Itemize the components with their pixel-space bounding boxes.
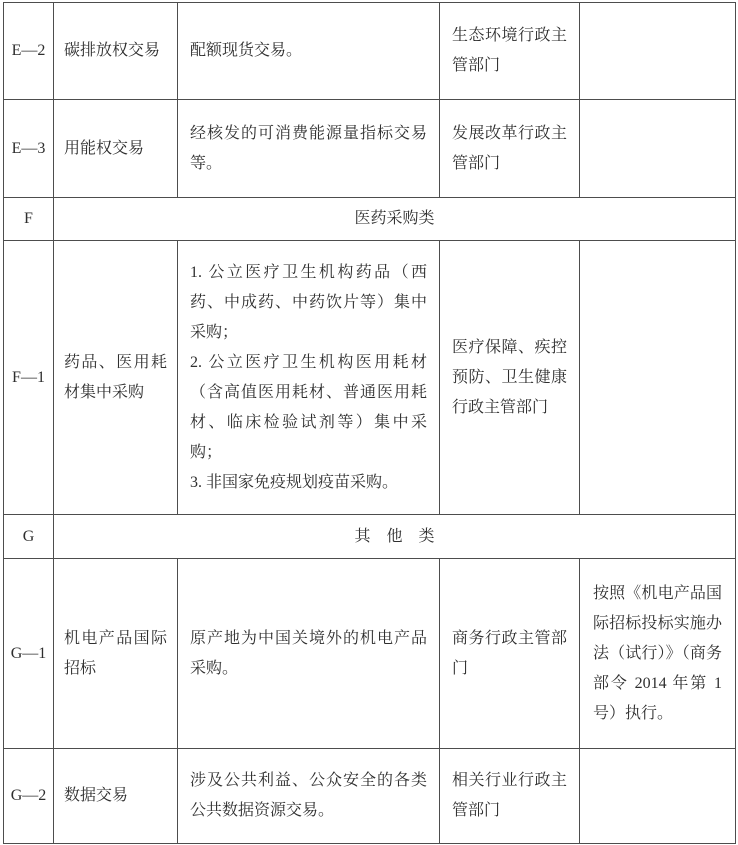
department-cell: 商务行政主管部门 <box>440 559 580 749</box>
note-cell <box>580 3 736 100</box>
name-cell: 药品、医用耗材集中采购 <box>54 241 178 515</box>
description-cell: 经核发的可消费能源量指标交易等。 <box>178 100 440 198</box>
procurement-category-table <box>3 2 736 844</box>
department-cell: 发展改革行政主管部门 <box>440 100 580 198</box>
name-cell: 碳排放权交易 <box>54 3 178 100</box>
category-title-cell: 其 他 类 <box>54 515 736 559</box>
department-cell: 生态环境行政主管部门 <box>440 3 580 100</box>
note-cell <box>580 241 736 515</box>
description-item-3: 3. 非国家免疫规划疫苗采购。 <box>190 473 399 491</box>
department-cell: 相关行业行政主管部门 <box>440 749 580 844</box>
category-title-cell: 医药采购类 <box>54 198 736 241</box>
table-row-category-f <box>4 198 736 241</box>
name-cell: 数据交易 <box>54 749 178 844</box>
table-row-e2 <box>4 3 736 100</box>
table-row-g2 <box>4 749 736 844</box>
code-cell: G—2 <box>4 749 54 844</box>
description-cell: 原产地为中国关境外的机电产品采购。 <box>178 559 440 749</box>
code-cell: F—1 <box>4 241 54 515</box>
description-item-2: 2. 公立医疗卫生机构医用耗材（含高值医用耗材、普通医用耗材、临床检验试剂等）集中采购； <box>190 353 427 461</box>
note-cell <box>580 749 736 844</box>
code-cell: G <box>4 515 54 559</box>
department-cell: 医疗保障、疾控预防、卫生健康行政主管部门 <box>440 241 580 515</box>
note-cell: 按照《机电产品国际招标投标实施办法（试行）》（商务部令 2014 年第 1 号）执行。 <box>580 559 736 749</box>
code-cell: E—3 <box>4 100 54 198</box>
description-item-1: 1. 公立医疗卫生机构药品（西药、中成药、中药饮片等）集中采购； <box>190 263 427 341</box>
description-cell: 涉及公共利益、公众安全的各类公共数据资源交易。 <box>178 749 440 844</box>
table-row-f1 <box>4 241 736 515</box>
table-row-category-g <box>4 515 736 559</box>
code-cell: E—2 <box>4 3 54 100</box>
table-row-e3 <box>4 100 736 198</box>
name-cell: 机电产品国际招标 <box>54 559 178 749</box>
description-cell: 配额现货交易。 <box>178 3 440 100</box>
code-cell: F <box>4 198 54 241</box>
name-cell: 用能权交易 <box>54 100 178 198</box>
note-cell <box>580 100 736 198</box>
description-cell <box>178 241 440 515</box>
code-cell: G—1 <box>4 559 54 749</box>
table-row-g1 <box>4 559 736 749</box>
